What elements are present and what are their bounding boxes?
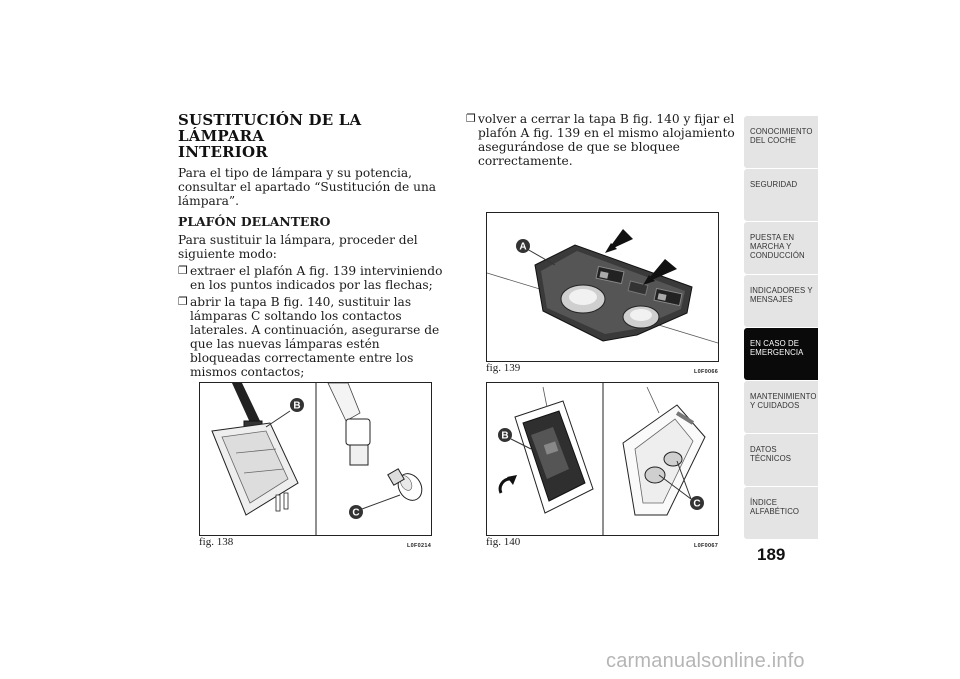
checkbox-bullet-icon: ❐ <box>178 295 188 308</box>
cover-and-lamps-illustration <box>487 383 718 535</box>
chapter-tabs <box>744 116 818 540</box>
section-title-line1: SUSTITUCIÓN DE LA LÁMPARA <box>178 111 362 145</box>
callout-b-label: B <box>293 400 301 412</box>
page-number: 189 <box>757 545 786 564</box>
tab-mantenimiento-y-cuidados[interactable]: MANTENIMIENTO Y CUIDADOS <box>744 381 818 433</box>
list-item: ❐ abrir la tapa B fig. 140, sustituir las lámparas C soltando los contactos laterales. A continuación, asegurarse de que las nuevas lámparas estén bloqueadas correctamente entre los mismos contactos; <box>178 295 440 379</box>
tab-seguridad[interactable]: SEGURIDAD <box>744 169 818 221</box>
fig140-caption: fig. 140 <box>486 536 521 548</box>
intro-paragraph: Para el tipo de lámpara y su potencia, consultar el apartado “Sustitución de una lámpara”. <box>178 166 437 208</box>
list-item: ❐ volver a cerrar la tapa B fig. 140 y fijar el plafón A fig. 139 en el mismo alojamiento asegurándose de que se bloquee correctamente. <box>466 112 735 168</box>
figure-140 <box>486 382 719 536</box>
watermark: carmanualsonline.info <box>606 650 805 672</box>
fig139-caption: fig. 139 <box>486 362 521 374</box>
checkbox-bullet-icon: ❐ <box>178 264 188 277</box>
list-item: ❐ extraer el plafón A fig. 139 interviniendo en los puntos indicados por las flechas; <box>178 264 443 292</box>
tab-indice-alfabetico[interactable]: ÍNDICE ALFABÉTICO <box>744 487 818 539</box>
tab-puesta-en-marcha[interactable]: PUESTA EN MARCHA Y CONDUCCIÓN <box>744 222 818 274</box>
fig139-code: L0F0066 <box>694 369 719 375</box>
tab-datos-tecnicos[interactable]: DATOS TÉCNICOS <box>744 434 818 486</box>
figure-139 <box>486 212 719 362</box>
bullet-list-right <box>466 112 741 168</box>
fig138-code: L0F0214 <box>407 543 432 549</box>
tab-en-caso-de-emergencia[interactable]: EN CASO DE EMERGENCIA <box>744 328 818 380</box>
callout-c-label: C <box>352 507 360 519</box>
callout-c-label: C <box>693 498 701 510</box>
bullet-list-left <box>178 264 450 379</box>
right-column <box>466 112 741 171</box>
left-column <box>178 112 450 382</box>
subheading-plafon: PLAFÓN DELANTERO <box>178 214 331 229</box>
section-title <box>178 112 450 160</box>
checkbox-bullet-icon: ❐ <box>466 112 476 125</box>
lamp-replacement-illustration <box>200 383 431 535</box>
dome-light-illustration <box>487 213 718 361</box>
tab-conocimiento-del-coche[interactable]: CONOCIMIENTO DEL COCHE <box>744 116 818 168</box>
tab-indicadores-y-mensajes[interactable]: INDICADORES Y MENSAJES <box>744 275 818 327</box>
fig138-caption: fig. 138 <box>199 536 234 548</box>
callout-a-label: A <box>519 241 527 253</box>
section-title-line2: INTERIOR <box>178 143 268 161</box>
callout-b-label: B <box>501 430 509 442</box>
instruction-paragraph: Para sustituir la lámpara, proceder del siguiente modo: <box>178 233 418 261</box>
figure-138 <box>199 382 432 536</box>
fig140-code: L0F0067 <box>694 543 719 549</box>
